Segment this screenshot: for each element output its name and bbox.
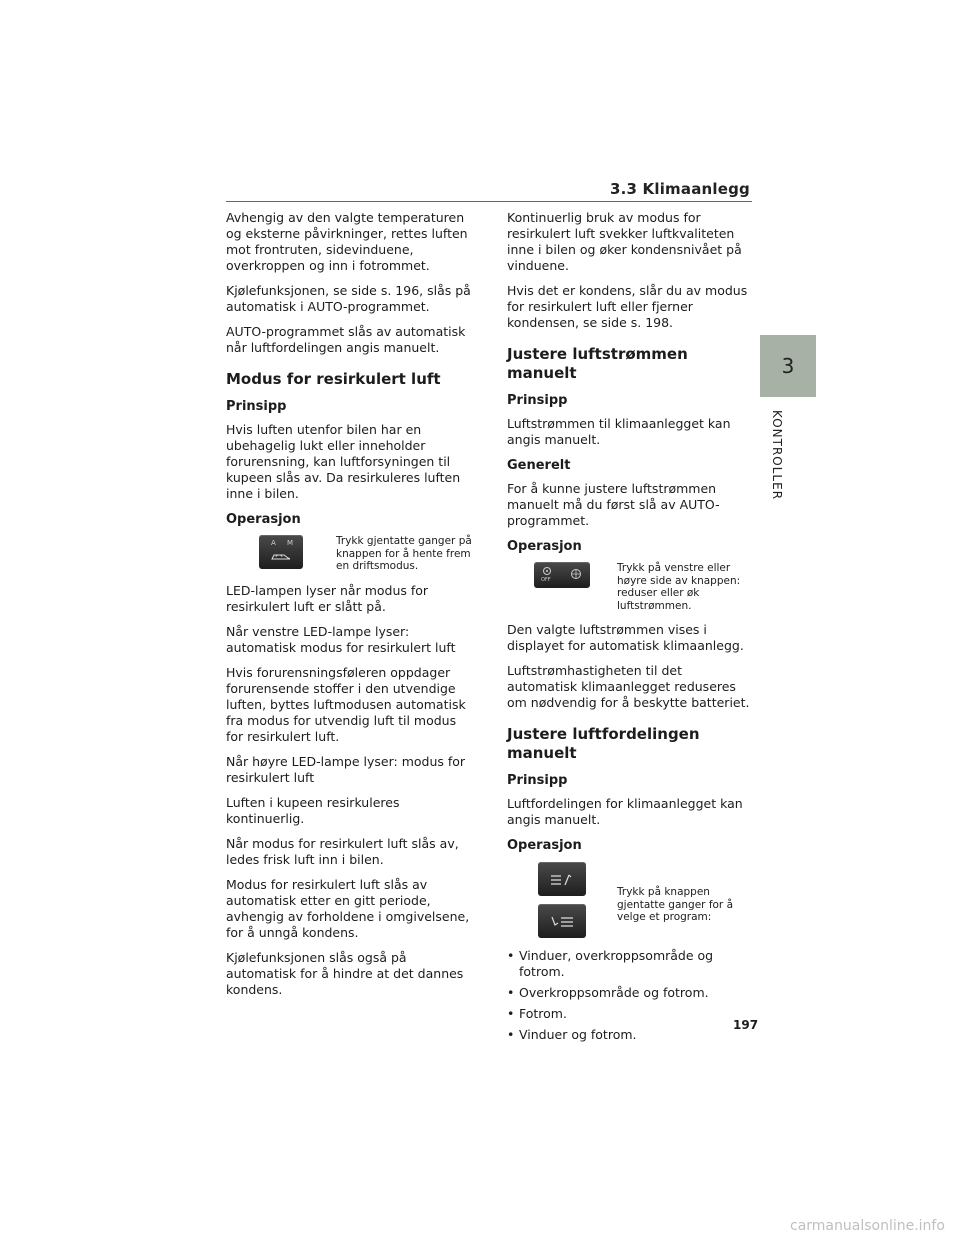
footwell-airflow-icon: [549, 913, 575, 929]
subheading-operation: Operasjon: [507, 539, 582, 554]
paragraph: For å kunne justere luftstrømmen manuelt må du først slå av AUTO-programmet.: [507, 481, 720, 528]
subheading-operation: Operasjon: [507, 838, 582, 853]
paragraph: Kontinuerlig bruk av modus for resirkulert luft svekker luftkvaliteten inne i bilen og øker kondensnivået på vinduene.: [507, 210, 742, 273]
led-label-a: A: [271, 539, 276, 547]
fan-off-label: OFF: [541, 577, 551, 583]
paragraph: Hvis det er kondens, slår du av modus for resirkulert luft eller fjerner kondensen, se side s. 198.: [507, 283, 748, 330]
chapter-tab: [760, 335, 816, 397]
subheading-general: Generelt: [507, 458, 571, 473]
figure-caption: Trykk på venstre eller høyre side av knappen: reduser eller øk luftstrømmen.: [617, 562, 741, 612]
header-rule: [226, 201, 752, 202]
paragraph: Den valgte luftstrømmen vises i displayet for automatisk klimaanlegg.: [507, 622, 744, 653]
fan-button-image: [534, 562, 590, 588]
list-item: • Overkroppsområde og fotrom.: [507, 985, 753, 1001]
fan-low-icon: [542, 566, 552, 576]
airflow-figure: [507, 562, 753, 612]
figure-caption: Trykk gjentatte ganger på knappen for å hente frem en driftsmodus.: [336, 535, 472, 572]
paragraph: Modus for resirkulert luft slås av automatisk etter en gitt periode, avhengig av forholdene i omgivelsene, for å unngå kondens.: [226, 876, 470, 940]
fan-high-icon: [570, 568, 582, 580]
subheading-principle: Prinsipp: [507, 393, 568, 408]
section-title: 3.3 Klimaanlegg: [609, 180, 750, 198]
paragraph: Hvis luften utenfor bilen har en ubehagelig lukt eller inneholder forurensning, kan luftforsyningen til kupeen slås av. Da resirkuleres luften inne i bilen.: [226, 422, 461, 501]
left-column: [226, 210, 472, 1007]
list-item: • Vinduer og fotrom.: [507, 1027, 753, 1043]
subheading-principle: Prinsipp: [226, 399, 287, 414]
heading-distribution: Justere luftfordelingen manuelt: [507, 725, 700, 762]
paragraph: Luftfordelingen for klimaanlegget kan angis manuelt.: [507, 796, 743, 827]
subheading-operation: Operasjon: [226, 512, 301, 527]
paragraph: Når modus for resirkulert luft slås av, ledes frisk luft inn i bilen.: [226, 835, 459, 867]
paragraph: Når venstre LED-lampe lyser: automatisk modus for resirkulert luft: [226, 623, 456, 655]
paragraph: Luftstrømhastigheten til det automatisk klimaanlegget reduseres om nødvendig for å beskytte batteriet.: [507, 663, 750, 710]
heading-recirculation: Modus for resirkulert luft: [226, 370, 441, 388]
distribution-button-upper-image: [538, 862, 586, 896]
list-item: • Fotrom.: [507, 1006, 753, 1022]
subheading-principle: Prinsipp: [507, 773, 568, 788]
heading-airflow: Justere luftstrømmen manuelt: [507, 345, 688, 382]
car-recirculation-icon: [270, 551, 292, 561]
paragraph: Luftstrømmen til klimaanlegget kan angis manuelt.: [507, 416, 731, 447]
chapter-number: 3: [781, 354, 795, 378]
figure-caption: Trykk på knappen gjentatte ganger for å velge et program:: [617, 886, 734, 923]
program-list: [507, 948, 753, 1043]
distribution-button-lower-image: [538, 904, 586, 938]
paragraph: Når høyre LED-lampe lyser: modus for resirkulert luft: [226, 753, 466, 785]
paragraph: Kjølefunksjonen slås også på automatisk for å hindre at det dannes kondens.: [226, 949, 464, 997]
right-column: [507, 210, 753, 1048]
paragraph: Kjølefunksjonen, se side s. 196, slås på automatisk i AUTO-programmet.: [226, 283, 471, 314]
chapter-label: KONTROLLER: [770, 410, 784, 501]
watermark: carmanualsonline.info: [790, 1218, 945, 1234]
paragraph: Luften i kupeen resirkuleres kontinuerlig.: [226, 794, 400, 826]
paragraph: Hvis forurensningsføleren oppdager forurensende stoffer i den utvendige luften, byttes luftmodusen automatisk fra modus for utvendig luft til modus for resirkulert luft.: [226, 664, 466, 744]
list-item: • Vinduer, overkroppsområde og fotrom.: [507, 948, 753, 980]
windshield-airflow-icon: [549, 871, 575, 887]
paragraph: Avhengig av den valgte temperaturen og eksterne påvirkninger, rettes luften mot frontruten, sidevinduene, overkroppen og inn i fotrommet.: [226, 210, 468, 273]
distribution-figure: [507, 862, 753, 938]
paragraph: AUTO-programmet slås av automatisk når luftfordelingen angis manuelt.: [226, 324, 466, 355]
page-number: 197: [733, 1018, 759, 1032]
operation-figure: [226, 535, 472, 573]
led-label-m: M: [287, 539, 294, 547]
recirculation-button-image: [259, 535, 303, 569]
paragraph: LED-lampen lyser når modus for resirkulert luft er slått på.: [226, 582, 429, 614]
